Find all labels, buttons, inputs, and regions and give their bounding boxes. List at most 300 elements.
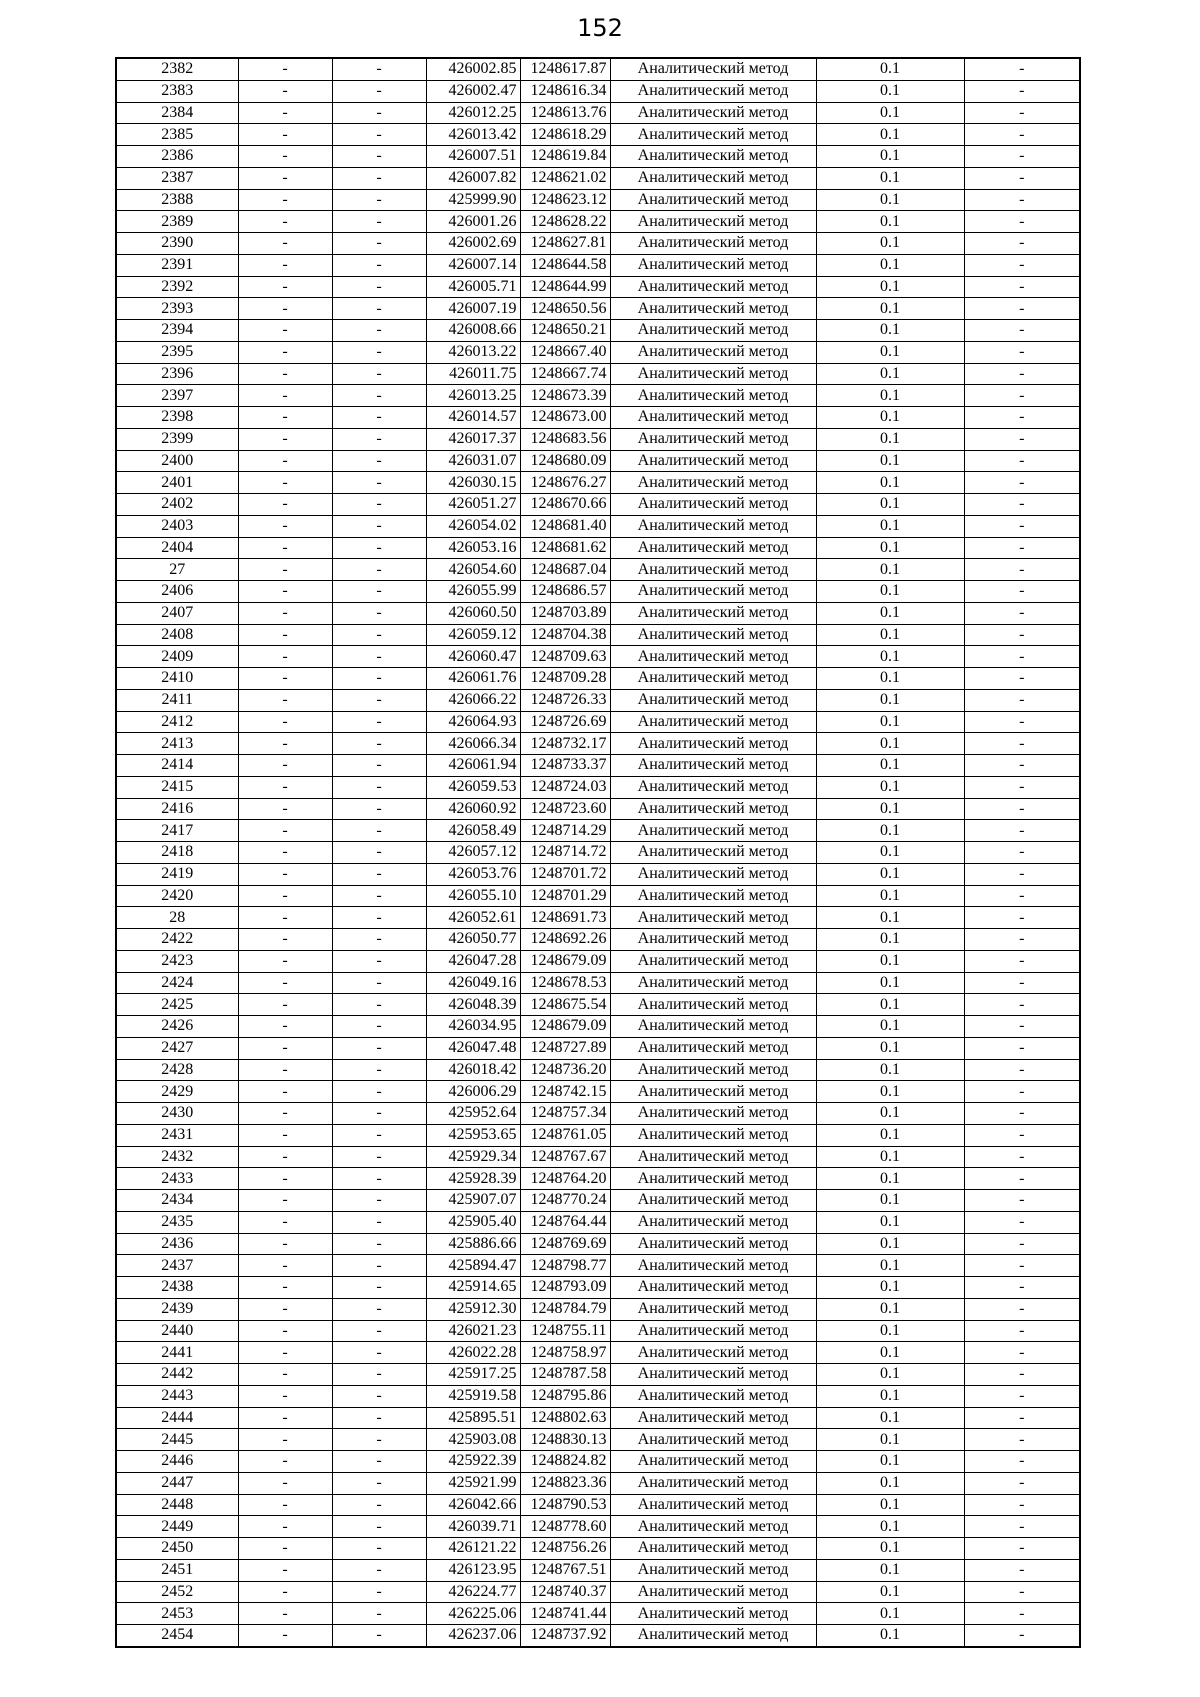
accuracy-cell: 0.1 xyxy=(816,1016,964,1038)
note-cell: - xyxy=(964,1559,1080,1581)
dash-cell-b: - xyxy=(332,776,426,798)
accuracy-cell: 0.1 xyxy=(816,602,964,624)
accuracy-cell: 0.1 xyxy=(816,929,964,951)
note-cell: - xyxy=(964,276,1080,298)
x-coordinate-cell: 426066.22 xyxy=(426,689,520,711)
x-coordinate-cell: 426013.42 xyxy=(426,124,520,146)
point-number-cell: 2395 xyxy=(116,341,238,363)
method-cell: Аналитический метод xyxy=(610,58,816,80)
accuracy-cell: 0.1 xyxy=(816,385,964,407)
x-coordinate-cell: 426050.77 xyxy=(426,929,520,951)
point-number-cell: 2409 xyxy=(116,646,238,668)
y-coordinate-cell: 1248790.53 xyxy=(520,1494,610,1516)
y-coordinate-cell: 1248644.99 xyxy=(520,276,610,298)
dash-cell-b: - xyxy=(332,668,426,690)
note-cell: - xyxy=(964,1146,1080,1168)
accuracy-cell: 0.1 xyxy=(816,1277,964,1299)
method-cell: Аналитический метод xyxy=(610,515,816,537)
dash-cell-a: - xyxy=(238,1037,332,1059)
dash-cell-b: - xyxy=(332,428,426,450)
method-cell: Аналитический метод xyxy=(610,407,816,429)
point-number-cell: 2422 xyxy=(116,929,238,951)
dash-cell-a: - xyxy=(238,1277,332,1299)
x-coordinate-cell: 426061.76 xyxy=(426,668,520,690)
y-coordinate-cell: 1248650.21 xyxy=(520,320,610,342)
dash-cell-a: - xyxy=(238,1472,332,1494)
accuracy-cell: 0.1 xyxy=(816,1581,964,1603)
dash-cell-b: - xyxy=(332,907,426,929)
accuracy-cell: 0.1 xyxy=(816,907,964,929)
dash-cell-a: - xyxy=(238,189,332,211)
table-row xyxy=(116,1233,1080,1255)
note-cell: - xyxy=(964,755,1080,777)
note-cell: - xyxy=(964,494,1080,516)
dash-cell-a: - xyxy=(238,711,332,733)
point-number-cell: 2432 xyxy=(116,1146,238,1168)
accuracy-cell: 0.1 xyxy=(816,776,964,798)
dash-cell-a: - xyxy=(238,450,332,472)
point-number-cell: 2407 xyxy=(116,602,238,624)
method-cell: Аналитический метод xyxy=(610,494,816,516)
method-cell: Аналитический метод xyxy=(610,1581,816,1603)
x-coordinate-cell: 426002.69 xyxy=(426,233,520,255)
accuracy-cell: 0.1 xyxy=(816,885,964,907)
note-cell: - xyxy=(964,602,1080,624)
accuracy-cell: 0.1 xyxy=(816,363,964,385)
y-coordinate-cell: 1248764.20 xyxy=(520,1168,610,1190)
accuracy-cell: 0.1 xyxy=(816,1037,964,1059)
note-cell: - xyxy=(964,994,1080,1016)
dash-cell-b: - xyxy=(332,1081,426,1103)
method-cell: Аналитический метод xyxy=(610,1277,816,1299)
accuracy-cell: 0.1 xyxy=(816,1255,964,1277)
accuracy-cell: 0.1 xyxy=(816,1625,964,1647)
dash-cell-b: - xyxy=(332,233,426,255)
x-coordinate-cell: 426012.25 xyxy=(426,102,520,124)
y-coordinate-cell: 1248736.20 xyxy=(520,1059,610,1081)
dash-cell-b: - xyxy=(332,58,426,80)
x-coordinate-cell: 426053.76 xyxy=(426,863,520,885)
y-coordinate-cell: 1248667.74 xyxy=(520,363,610,385)
dash-cell-a: - xyxy=(238,994,332,1016)
table-row xyxy=(116,407,1080,429)
table-row xyxy=(116,320,1080,342)
table-row xyxy=(116,1059,1080,1081)
dash-cell-a: - xyxy=(238,1081,332,1103)
y-coordinate-cell: 1248726.33 xyxy=(520,689,610,711)
y-coordinate-cell: 1248644.58 xyxy=(520,254,610,276)
point-number-cell: 2393 xyxy=(116,298,238,320)
table-row xyxy=(116,233,1080,255)
method-cell: Аналитический метод xyxy=(610,1233,816,1255)
y-coordinate-cell: 1248673.00 xyxy=(520,407,610,429)
note-cell: - xyxy=(964,1603,1080,1625)
note-cell: - xyxy=(964,1190,1080,1212)
x-coordinate-cell: 425907.07 xyxy=(426,1190,520,1212)
dash-cell-a: - xyxy=(238,929,332,951)
x-coordinate-cell: 426049.16 xyxy=(426,972,520,994)
accuracy-cell: 0.1 xyxy=(816,80,964,102)
point-number-cell: 2410 xyxy=(116,668,238,690)
x-coordinate-cell: 425921.99 xyxy=(426,1472,520,1494)
note-cell: - xyxy=(964,689,1080,711)
method-cell: Аналитический метод xyxy=(610,1081,816,1103)
accuracy-cell: 0.1 xyxy=(816,1516,964,1538)
x-coordinate-cell: 426018.42 xyxy=(426,1059,520,1081)
dash-cell-a: - xyxy=(238,320,332,342)
accuracy-cell: 0.1 xyxy=(816,1320,964,1342)
y-coordinate-cell: 1248667.40 xyxy=(520,341,610,363)
table-row xyxy=(116,1516,1080,1538)
y-coordinate-cell: 1248709.63 xyxy=(520,646,610,668)
note-cell: - xyxy=(964,320,1080,342)
y-coordinate-cell: 1248732.17 xyxy=(520,733,610,755)
x-coordinate-cell: 426225.06 xyxy=(426,1603,520,1625)
y-coordinate-cell: 1248784.79 xyxy=(520,1298,610,1320)
dash-cell-b: - xyxy=(332,755,426,777)
method-cell: Аналитический метод xyxy=(610,1516,816,1538)
note-cell: - xyxy=(964,798,1080,820)
y-coordinate-cell: 1248613.76 xyxy=(520,102,610,124)
method-cell: Аналитический метод xyxy=(610,668,816,690)
x-coordinate-cell: 425912.30 xyxy=(426,1298,520,1320)
note-cell: - xyxy=(964,1385,1080,1407)
y-coordinate-cell: 1248670.66 xyxy=(520,494,610,516)
accuracy-cell: 0.1 xyxy=(816,276,964,298)
dash-cell-a: - xyxy=(238,254,332,276)
dash-cell-a: - xyxy=(238,407,332,429)
x-coordinate-cell: 426039.71 xyxy=(426,1516,520,1538)
dash-cell-b: - xyxy=(332,124,426,146)
note-cell: - xyxy=(964,298,1080,320)
method-cell: Аналитический метод xyxy=(610,907,816,929)
point-number-cell: 2385 xyxy=(116,124,238,146)
point-number-cell: 2451 xyxy=(116,1559,238,1581)
table-row xyxy=(116,1538,1080,1560)
table-body xyxy=(116,58,1080,1647)
point-number-cell: 2438 xyxy=(116,1277,238,1299)
accuracy-cell: 0.1 xyxy=(816,1081,964,1103)
note-cell: - xyxy=(964,863,1080,885)
method-cell: Аналитический метод xyxy=(610,1342,816,1364)
method-cell: Аналитический метод xyxy=(610,428,816,450)
y-coordinate-cell: 1248701.72 xyxy=(520,863,610,885)
method-cell: Аналитический метод xyxy=(610,820,816,842)
y-coordinate-cell: 1248823.36 xyxy=(520,1472,610,1494)
note-cell: - xyxy=(964,842,1080,864)
dash-cell-b: - xyxy=(332,733,426,755)
dash-cell-a: - xyxy=(238,167,332,189)
method-cell: Аналитический метод xyxy=(610,472,816,494)
y-coordinate-cell: 1248758.97 xyxy=(520,1342,610,1364)
method-cell: Аналитический метод xyxy=(610,1451,816,1473)
y-coordinate-cell: 1248824.82 xyxy=(520,1451,610,1473)
x-coordinate-cell: 425905.40 xyxy=(426,1211,520,1233)
table-row xyxy=(116,102,1080,124)
dash-cell-a: - xyxy=(238,1407,332,1429)
dash-cell-b: - xyxy=(332,1059,426,1081)
table-row xyxy=(116,167,1080,189)
point-number-cell: 2399 xyxy=(116,428,238,450)
x-coordinate-cell: 426005.71 xyxy=(426,276,520,298)
point-number-cell: 2437 xyxy=(116,1255,238,1277)
y-coordinate-cell: 1248798.77 xyxy=(520,1255,610,1277)
dash-cell-b: - xyxy=(332,1451,426,1473)
point-number-cell: 2402 xyxy=(116,494,238,516)
method-cell: Аналитический метод xyxy=(610,755,816,777)
table-row xyxy=(116,929,1080,951)
method-cell: Аналитический метод xyxy=(610,863,816,885)
method-cell: Аналитический метод xyxy=(610,624,816,646)
dash-cell-b: - xyxy=(332,1016,426,1038)
x-coordinate-cell: 426006.29 xyxy=(426,1081,520,1103)
note-cell: - xyxy=(964,146,1080,168)
accuracy-cell: 0.1 xyxy=(816,189,964,211)
x-coordinate-cell: 425919.58 xyxy=(426,1385,520,1407)
dash-cell-a: - xyxy=(238,798,332,820)
note-cell: - xyxy=(964,1407,1080,1429)
method-cell: Аналитический метод xyxy=(610,1494,816,1516)
note-cell: - xyxy=(964,1081,1080,1103)
point-number-cell: 2396 xyxy=(116,363,238,385)
accuracy-cell: 0.1 xyxy=(816,1103,964,1125)
table-row xyxy=(116,341,1080,363)
dash-cell-b: - xyxy=(332,515,426,537)
y-coordinate-cell: 1248795.86 xyxy=(520,1385,610,1407)
accuracy-cell: 0.1 xyxy=(816,515,964,537)
dash-cell-a: - xyxy=(238,820,332,842)
y-coordinate-cell: 1248673.39 xyxy=(520,385,610,407)
method-cell: Аналитический метод xyxy=(610,1603,816,1625)
point-number-cell: 2425 xyxy=(116,994,238,1016)
y-coordinate-cell: 1248692.26 xyxy=(520,929,610,951)
method-cell: Аналитический метод xyxy=(610,189,816,211)
dash-cell-b: - xyxy=(332,146,426,168)
accuracy-cell: 0.1 xyxy=(816,994,964,1016)
accuracy-cell: 0.1 xyxy=(816,58,964,80)
point-number-cell: 2434 xyxy=(116,1190,238,1212)
x-coordinate-cell: 426008.66 xyxy=(426,320,520,342)
table-row xyxy=(116,776,1080,798)
dash-cell-a: - xyxy=(238,1342,332,1364)
method-cell: Аналитический метод xyxy=(610,1538,816,1560)
accuracy-cell: 0.1 xyxy=(816,1603,964,1625)
x-coordinate-cell: 426057.12 xyxy=(426,842,520,864)
dash-cell-a: - xyxy=(238,1385,332,1407)
dash-cell-a: - xyxy=(238,624,332,646)
point-number-cell: 2439 xyxy=(116,1298,238,1320)
note-cell: - xyxy=(964,1298,1080,1320)
dash-cell-a: - xyxy=(238,1233,332,1255)
accuracy-cell: 0.1 xyxy=(816,320,964,342)
dash-cell-b: - xyxy=(332,472,426,494)
table-row xyxy=(116,602,1080,624)
dash-cell-b: - xyxy=(332,689,426,711)
y-coordinate-cell: 1248650.56 xyxy=(520,298,610,320)
point-number-cell: 27 xyxy=(116,559,238,581)
y-coordinate-cell: 1248767.51 xyxy=(520,1559,610,1581)
method-cell: Аналитический метод xyxy=(610,363,816,385)
table-row xyxy=(116,363,1080,385)
table-row xyxy=(116,624,1080,646)
dash-cell-b: - xyxy=(332,863,426,885)
note-cell: - xyxy=(964,1103,1080,1125)
dash-cell-b: - xyxy=(332,254,426,276)
note-cell: - xyxy=(964,1211,1080,1233)
y-coordinate-cell: 1248733.37 xyxy=(520,755,610,777)
note-cell: - xyxy=(964,668,1080,690)
dash-cell-b: - xyxy=(332,1037,426,1059)
note-cell: - xyxy=(964,189,1080,211)
table-row xyxy=(116,1016,1080,1038)
dash-cell-a: - xyxy=(238,689,332,711)
x-coordinate-cell: 426048.39 xyxy=(426,994,520,1016)
dash-cell-b: - xyxy=(332,298,426,320)
method-cell: Аналитический метод xyxy=(610,276,816,298)
accuracy-cell: 0.1 xyxy=(816,472,964,494)
point-number-cell: 2408 xyxy=(116,624,238,646)
dash-cell-a: - xyxy=(238,1190,332,1212)
dash-cell-b: - xyxy=(332,1190,426,1212)
dash-cell-b: - xyxy=(332,994,426,1016)
dash-cell-a: - xyxy=(238,428,332,450)
note-cell: - xyxy=(964,407,1080,429)
table-row xyxy=(116,1255,1080,1277)
x-coordinate-cell: 426007.51 xyxy=(426,146,520,168)
dash-cell-a: - xyxy=(238,146,332,168)
table-row xyxy=(116,1124,1080,1146)
x-coordinate-cell: 426011.75 xyxy=(426,363,520,385)
point-number-cell: 2386 xyxy=(116,146,238,168)
note-cell: - xyxy=(964,341,1080,363)
dash-cell-a: - xyxy=(238,842,332,864)
dash-cell-a: - xyxy=(238,472,332,494)
method-cell: Аналитический метод xyxy=(610,929,816,951)
table-row xyxy=(116,80,1080,102)
dash-cell-b: - xyxy=(332,950,426,972)
dash-cell-b: - xyxy=(332,1429,426,1451)
x-coordinate-cell: 426060.50 xyxy=(426,602,520,624)
method-cell: Аналитический метод xyxy=(610,1103,816,1125)
dash-cell-a: - xyxy=(238,124,332,146)
point-number-cell: 2449 xyxy=(116,1516,238,1538)
y-coordinate-cell: 1248764.44 xyxy=(520,1211,610,1233)
x-coordinate-cell: 426237.06 xyxy=(426,1625,520,1647)
table-row xyxy=(116,994,1080,1016)
note-cell: - xyxy=(964,428,1080,450)
accuracy-cell: 0.1 xyxy=(816,537,964,559)
table-row xyxy=(116,428,1080,450)
point-number-cell: 2382 xyxy=(116,58,238,80)
method-cell: Аналитический метод xyxy=(610,1407,816,1429)
note-cell: - xyxy=(964,58,1080,80)
table-row xyxy=(116,1190,1080,1212)
x-coordinate-cell: 425952.64 xyxy=(426,1103,520,1125)
table-row xyxy=(116,972,1080,994)
note-cell: - xyxy=(964,646,1080,668)
point-number-cell: 2419 xyxy=(116,863,238,885)
note-cell: - xyxy=(964,124,1080,146)
dash-cell-b: - xyxy=(332,929,426,951)
y-coordinate-cell: 1248686.57 xyxy=(520,581,610,603)
dash-cell-b: - xyxy=(332,537,426,559)
x-coordinate-cell: 426055.10 xyxy=(426,885,520,907)
table-row xyxy=(116,1407,1080,1429)
table-row xyxy=(116,1037,1080,1059)
dash-cell-a: - xyxy=(238,559,332,581)
x-coordinate-cell: 426047.48 xyxy=(426,1037,520,1059)
method-cell: Аналитический метод xyxy=(610,1037,816,1059)
dash-cell-a: - xyxy=(238,1603,332,1625)
y-coordinate-cell: 1248701.29 xyxy=(520,885,610,907)
dash-cell-a: - xyxy=(238,494,332,516)
y-coordinate-cell: 1248623.12 xyxy=(520,189,610,211)
point-number-cell: 2444 xyxy=(116,1407,238,1429)
dash-cell-a: - xyxy=(238,1168,332,1190)
point-number-cell: 2423 xyxy=(116,950,238,972)
x-coordinate-cell: 426051.27 xyxy=(426,494,520,516)
x-coordinate-cell: 425929.34 xyxy=(426,1146,520,1168)
table-row xyxy=(116,1559,1080,1581)
table-row xyxy=(116,254,1080,276)
method-cell: Аналитический метод xyxy=(610,646,816,668)
note-cell: - xyxy=(964,1016,1080,1038)
dash-cell-b: - xyxy=(332,1233,426,1255)
x-coordinate-cell: 426060.47 xyxy=(426,646,520,668)
x-coordinate-cell: 426061.94 xyxy=(426,755,520,777)
y-coordinate-cell: 1248755.11 xyxy=(520,1320,610,1342)
x-coordinate-cell: 425914.65 xyxy=(426,1277,520,1299)
point-number-cell: 2398 xyxy=(116,407,238,429)
point-number-cell: 2400 xyxy=(116,450,238,472)
method-cell: Аналитический метод xyxy=(610,1625,816,1647)
y-coordinate-cell: 1248757.34 xyxy=(520,1103,610,1125)
point-number-cell: 2404 xyxy=(116,537,238,559)
point-number-cell: 2424 xyxy=(116,972,238,994)
accuracy-cell: 0.1 xyxy=(816,798,964,820)
y-coordinate-cell: 1248681.62 xyxy=(520,537,610,559)
method-cell: Аналитический метод xyxy=(610,602,816,624)
note-cell: - xyxy=(964,559,1080,581)
table-row xyxy=(116,1146,1080,1168)
method-cell: Аналитический метод xyxy=(610,972,816,994)
note-cell: - xyxy=(964,907,1080,929)
accuracy-cell: 0.1 xyxy=(816,1233,964,1255)
table-row xyxy=(116,711,1080,733)
point-number-cell: 2415 xyxy=(116,776,238,798)
point-number-cell: 2431 xyxy=(116,1124,238,1146)
table-row xyxy=(116,668,1080,690)
point-number-cell: 2420 xyxy=(116,885,238,907)
y-coordinate-cell: 1248778.60 xyxy=(520,1516,610,1538)
table-row xyxy=(116,755,1080,777)
table-row xyxy=(116,1168,1080,1190)
dash-cell-a: - xyxy=(238,863,332,885)
dash-cell-b: - xyxy=(332,1255,426,1277)
table-row xyxy=(116,907,1080,929)
dash-cell-b: - xyxy=(332,494,426,516)
method-cell: Аналитический метод xyxy=(610,776,816,798)
dash-cell-b: - xyxy=(332,276,426,298)
dash-cell-a: - xyxy=(238,233,332,255)
note-cell: - xyxy=(964,1581,1080,1603)
method-cell: Аналитический метод xyxy=(610,581,816,603)
x-coordinate-cell: 426002.85 xyxy=(426,58,520,80)
point-number-cell: 2436 xyxy=(116,1233,238,1255)
dash-cell-a: - xyxy=(238,1364,332,1386)
table-row xyxy=(116,1342,1080,1364)
table-row xyxy=(116,581,1080,603)
